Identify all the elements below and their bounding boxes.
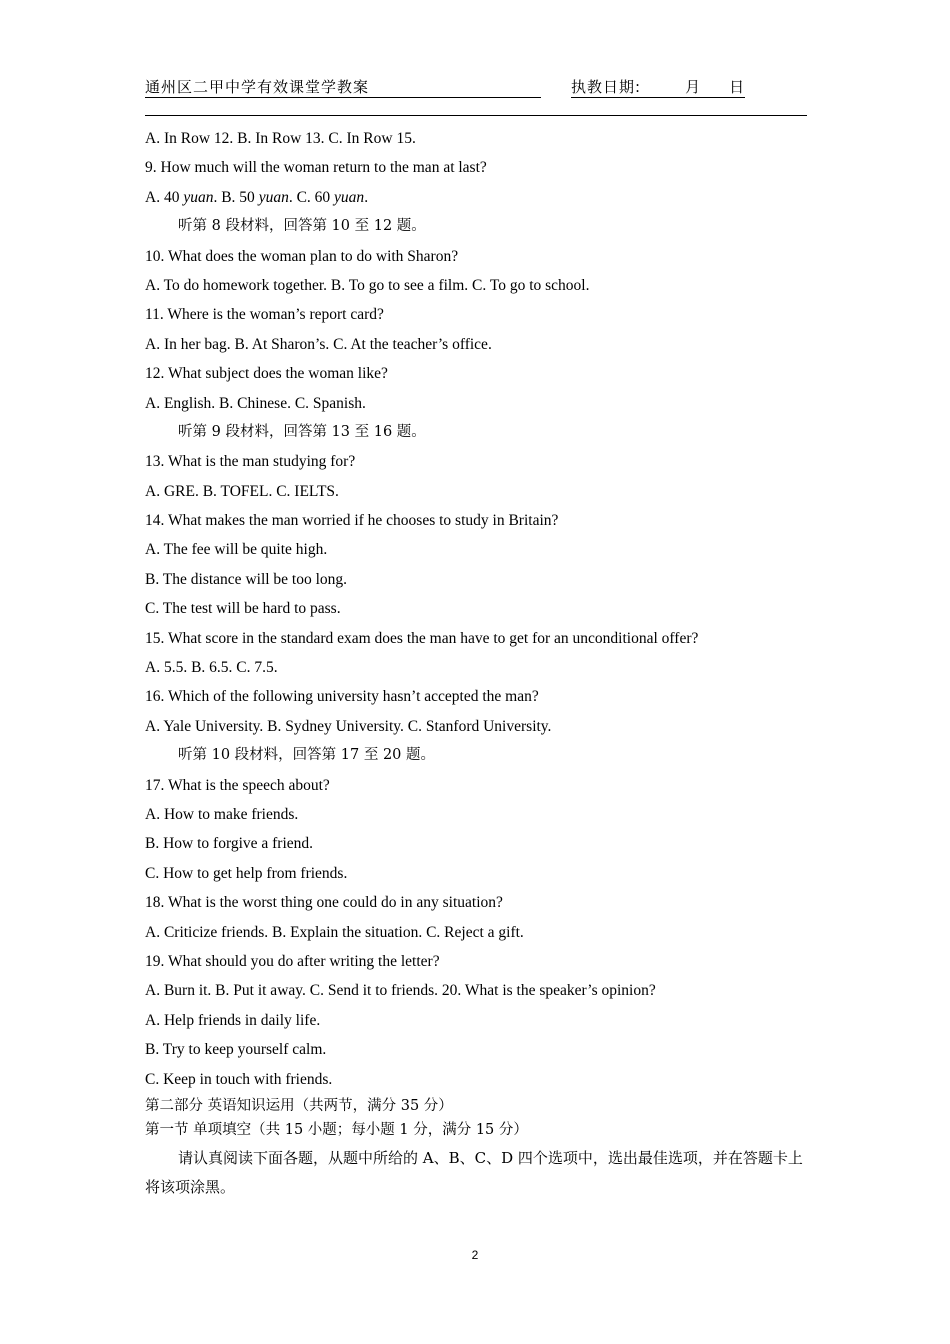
instruction-paragraph: 请认真阅读下面各题，从题中所给的 A、B、C、D 四个选项中，选出最佳选项，并在答题卡上将该项涂黑。 xyxy=(145,1148,803,1196)
teaching-date xyxy=(571,76,745,98)
school-title: 通州区二甲中学有效课堂学教案 xyxy=(145,76,541,98)
q17-option-a: A. How to make friends. xyxy=(145,805,299,823)
q19-options: A. Burn it. B. Put it away. C. Send it to friends. 20. What is the speaker’s opinion? xyxy=(145,982,656,1000)
month-label: 月 xyxy=(685,78,702,96)
q16-options: A. Yale University. B. Sydney University. C. Stanford University. xyxy=(145,717,552,735)
q12-options: A. English. B. Chinese. C. Spanish. xyxy=(145,394,366,412)
q11-question: 11. Where is the woman’s report card? xyxy=(145,306,384,324)
q18-options: A. Criticize friends. B. Explain the situation. C. Reject a gift. xyxy=(145,923,524,941)
q17-option-b: B. How to forgive a friend. xyxy=(145,835,314,853)
q10-options: A. To do homework together. B. To go to see a film. C. To go to school. xyxy=(145,276,590,294)
q13-question: 13. What is the man studying for? xyxy=(145,453,356,471)
section-instruction: 听第 8 段材料，回答第 10 至 12 题。 xyxy=(178,218,426,235)
page-header xyxy=(145,76,807,100)
q20-option-c: C. Keep in touch with friends. xyxy=(145,1070,333,1088)
q9-options: A. 40 yuan. B. 50 yuan. C. 60 yuan. xyxy=(145,188,369,206)
q11-options: A. In her bag. B. At Sharon’s. C. At the teacher’s office. xyxy=(145,335,492,353)
q15-options: A. 5.5. B. 6.5. C. 7.5. xyxy=(145,659,278,677)
page-number: 2 xyxy=(471,1248,479,1262)
q20-option-b: B. Try to keep yourself calm. xyxy=(145,1041,327,1059)
header-rule xyxy=(145,115,807,116)
part-two-heading: 第二部分 英语知识运用（共两节，满分 35 分） xyxy=(145,1097,453,1114)
document-body xyxy=(145,124,807,1202)
q20-option-a: A. Help friends in daily life. xyxy=(145,1011,321,1029)
q10-question: 10. What does the woman plan to do with Sharon? xyxy=(145,247,459,265)
q16-question: 16. Which of the following university hasn’t accepted the man? xyxy=(145,688,539,706)
section-instruction: 听第 9 段材料，回答第 13 至 16 题。 xyxy=(178,423,426,440)
section-one-heading: 第一节 单项填空（共 15 小题；每小题 1 分，满分 15 分） xyxy=(145,1122,528,1139)
q9-question: 9. How much will the woman return to the man at last? xyxy=(145,159,487,177)
q14-question: 14. What makes the man worried if he chooses to study in Britain? xyxy=(145,512,559,530)
q14-option-a: A. The fee will be quite high. xyxy=(145,541,328,559)
q8-options: A. In Row 12. B. In Row 13. C. In Row 15. xyxy=(145,130,416,147)
date-label: 执教日期: xyxy=(571,78,642,96)
q14-option-b: B. The distance will be too long. xyxy=(145,570,348,588)
q17-option-c: C. How to get help from friends. xyxy=(145,864,348,882)
q14-option-c: C. The test will be hard to pass. xyxy=(145,600,341,618)
q18-question: 18. What is the worst thing one could do in any situation? xyxy=(145,894,503,912)
q12-question: 12. What subject does the woman like? xyxy=(145,365,388,383)
q19-question: 19. What should you do after writing the letter? xyxy=(145,952,440,970)
q15-question: 15. What score in the standard exam does the man have to get for an unconditional offer? xyxy=(145,629,699,647)
day-label: 日 xyxy=(729,78,746,96)
q13-options: A. GRE. B. TOFEL. C. IELTS. xyxy=(145,482,339,500)
section-instruction: 听第 10 段材料，回答第 17 至 20 题。 xyxy=(178,747,436,764)
q17-question: 17. What is the speech about? xyxy=(145,776,330,794)
